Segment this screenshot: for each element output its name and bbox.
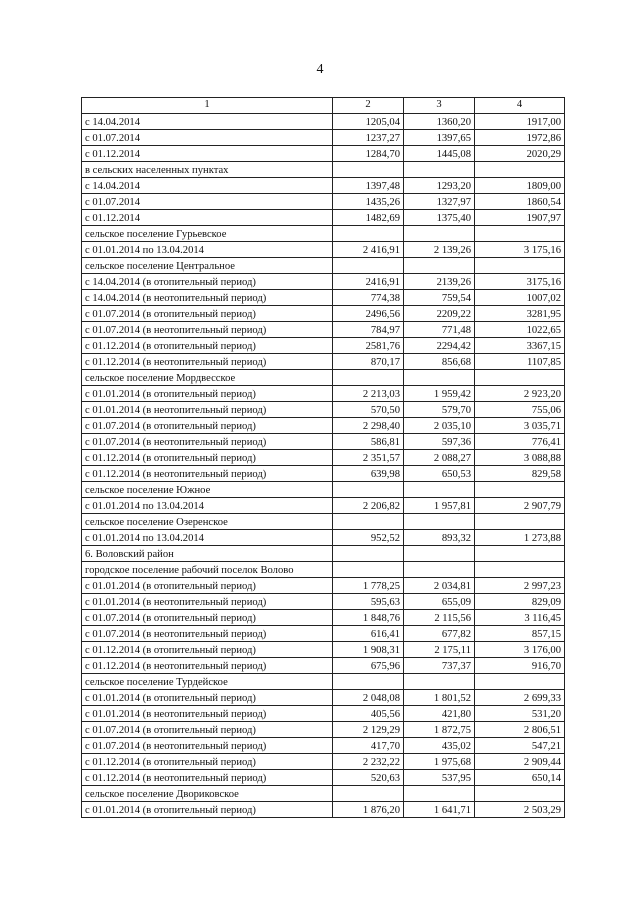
tariff-value-col2: 586,81 bbox=[333, 434, 404, 450]
tariff-value-col4 bbox=[475, 546, 565, 562]
tariff-value-col4: 829,58 bbox=[475, 466, 565, 482]
tariff-value-col2: 2 298,40 bbox=[333, 418, 404, 434]
tariff-value-col4: 3 116,45 bbox=[475, 610, 565, 626]
period-label: с 01.01.2014 (в отопительный период) bbox=[82, 578, 333, 594]
tariff-value-col3: 2 088,27 bbox=[404, 450, 475, 466]
tariff-value-col4 bbox=[475, 786, 565, 802]
tariff-value-col2: 2 129,29 bbox=[333, 722, 404, 738]
table-row bbox=[82, 322, 565, 338]
table-row bbox=[82, 194, 565, 210]
period-label: с 14.04.2014 bbox=[82, 114, 333, 130]
tariff-value-col4: 1972,86 bbox=[475, 130, 565, 146]
tariff-value-col3: 856,68 bbox=[404, 354, 475, 370]
period-label: с 01.01.2014 (в неотопительный период) bbox=[82, 402, 333, 418]
tariff-value-col4: 3 175,16 bbox=[475, 242, 565, 258]
tariff-value-col2: 1237,27 bbox=[333, 130, 404, 146]
section-row bbox=[82, 786, 565, 802]
tariff-value-col2 bbox=[333, 674, 404, 690]
tariff-value-col4: 650,14 bbox=[475, 770, 565, 786]
table-row bbox=[82, 114, 565, 130]
section-label: сельское поселение Мордвесское bbox=[82, 370, 333, 386]
period-label: с 14.04.2014 bbox=[82, 178, 333, 194]
table-row bbox=[82, 130, 565, 146]
tariff-value-col3 bbox=[404, 162, 475, 178]
tariff-value-col2: 870,17 bbox=[333, 354, 404, 370]
column-header: 1 bbox=[82, 98, 333, 114]
section-row bbox=[82, 514, 565, 530]
tariff-value-col4: 2 923,20 bbox=[475, 386, 565, 402]
tariff-value-col4: 857,15 bbox=[475, 626, 565, 642]
tariff-value-col4 bbox=[475, 226, 565, 242]
table-row bbox=[82, 146, 565, 162]
table-row bbox=[82, 706, 565, 722]
tariff-value-col3 bbox=[404, 370, 475, 386]
table-row bbox=[82, 210, 565, 226]
tariff-value-col3 bbox=[404, 562, 475, 578]
section-label: сельское поселение Южное bbox=[82, 482, 333, 498]
tariff-value-col2: 1397,48 bbox=[333, 178, 404, 194]
period-label: с 01.01.2014 (в отопительный период) bbox=[82, 386, 333, 402]
tariff-value-col3: 1 801,52 bbox=[404, 690, 475, 706]
tariff-value-col2 bbox=[333, 514, 404, 530]
tariff-table bbox=[81, 97, 565, 818]
table-row bbox=[82, 338, 565, 354]
tariff-value-col2: 2 351,57 bbox=[333, 450, 404, 466]
tariff-value-col3: 2209,22 bbox=[404, 306, 475, 322]
tariff-value-col3 bbox=[404, 514, 475, 530]
period-label: с 01.01.2014 (в неотопительный период) bbox=[82, 706, 333, 722]
tariff-value-col3: 650,53 bbox=[404, 466, 475, 482]
column-header: 3 bbox=[404, 98, 475, 114]
tariff-value-col4: 1007,02 bbox=[475, 290, 565, 306]
tariff-value-col2: 2 048,08 bbox=[333, 690, 404, 706]
section-row bbox=[82, 562, 565, 578]
tariff-value-col3: 1 872,75 bbox=[404, 722, 475, 738]
tariff-value-col3 bbox=[404, 674, 475, 690]
tariff-value-col2 bbox=[333, 546, 404, 562]
tariff-value-col4: 2 909,44 bbox=[475, 754, 565, 770]
section-row bbox=[82, 162, 565, 178]
period-label: с 01.12.2014 (в неотопительный период) bbox=[82, 466, 333, 482]
tariff-value-col2: 1435,26 bbox=[333, 194, 404, 210]
tariff-value-col3: 1327,97 bbox=[404, 194, 475, 210]
section-label: в сельских населенных пунктах bbox=[82, 162, 333, 178]
tariff-value-col3: 893,32 bbox=[404, 530, 475, 546]
section-row bbox=[82, 546, 565, 562]
tariff-value-col2 bbox=[333, 370, 404, 386]
tariff-value-col3: 2 175,11 bbox=[404, 642, 475, 658]
section-row bbox=[82, 258, 565, 274]
period-label: с 01.07.2014 (в неотопительный период) bbox=[82, 738, 333, 754]
tariff-value-col2: 639,98 bbox=[333, 466, 404, 482]
section-label: сельское поселение Гурьевское bbox=[82, 226, 333, 242]
tariff-value-col4: 755,06 bbox=[475, 402, 565, 418]
period-label: с 01.01.2014 по 13.04.2014 bbox=[82, 242, 333, 258]
tariff-value-col3: 1 975,68 bbox=[404, 754, 475, 770]
table-row bbox=[82, 306, 565, 322]
tariff-value-col3: 655,09 bbox=[404, 594, 475, 610]
period-label: с 01.12.2014 (в отопительный период) bbox=[82, 754, 333, 770]
tariff-value-col4: 531,20 bbox=[475, 706, 565, 722]
tariff-value-col2: 2 416,91 bbox=[333, 242, 404, 258]
period-label: с 14.04.2014 (в отопительный период) bbox=[82, 274, 333, 290]
period-label: с 01.01.2014 (в отопительный период) bbox=[82, 690, 333, 706]
period-label: с 01.12.2014 (в неотопительный период) bbox=[82, 770, 333, 786]
tariff-value-col2 bbox=[333, 226, 404, 242]
tariff-value-col3 bbox=[404, 786, 475, 802]
table-row bbox=[82, 418, 565, 434]
tariff-value-col4: 2 699,33 bbox=[475, 690, 565, 706]
period-label: с 01.12.2014 bbox=[82, 146, 333, 162]
tariff-value-col4: 3 176,00 bbox=[475, 642, 565, 658]
table-row bbox=[82, 386, 565, 402]
tariff-value-col4: 3 088,88 bbox=[475, 450, 565, 466]
period-label: с 01.07.2014 (в отопительный период) bbox=[82, 306, 333, 322]
table-row bbox=[82, 594, 565, 610]
tariff-value-col2: 2416,91 bbox=[333, 274, 404, 290]
table-row bbox=[82, 354, 565, 370]
tariff-value-col3: 2 034,81 bbox=[404, 578, 475, 594]
tariff-value-col2 bbox=[333, 162, 404, 178]
tariff-value-col4 bbox=[475, 514, 565, 530]
table-row bbox=[82, 626, 565, 642]
period-label: с 01.01.2014 (в неотопительный период) bbox=[82, 594, 333, 610]
tariff-value-col3: 677,82 bbox=[404, 626, 475, 642]
table-row bbox=[82, 738, 565, 754]
tariff-value-col2: 1284,70 bbox=[333, 146, 404, 162]
tariff-value-col3: 2139,26 bbox=[404, 274, 475, 290]
tariff-value-col3: 1 957,81 bbox=[404, 498, 475, 514]
tariff-value-col3 bbox=[404, 482, 475, 498]
tariff-value-col4: 1907,97 bbox=[475, 210, 565, 226]
table-body bbox=[82, 98, 565, 818]
tariff-value-col4 bbox=[475, 674, 565, 690]
tariff-value-col4: 916,70 bbox=[475, 658, 565, 674]
table-row bbox=[82, 770, 565, 786]
tariff-value-col4: 2 503,29 bbox=[475, 802, 565, 818]
section-label: сельское поселение Двориковское bbox=[82, 786, 333, 802]
period-label: с 01.12.2014 (в отопительный период) bbox=[82, 642, 333, 658]
table-row bbox=[82, 690, 565, 706]
period-label: с 01.12.2014 bbox=[82, 210, 333, 226]
tariff-value-col3: 1 641,71 bbox=[404, 802, 475, 818]
table-row bbox=[82, 498, 565, 514]
tariff-value-col2 bbox=[333, 786, 404, 802]
section-row bbox=[82, 370, 565, 386]
table-header-row bbox=[82, 98, 565, 114]
tariff-value-col4: 1809,00 bbox=[475, 178, 565, 194]
tariff-value-col4: 829,09 bbox=[475, 594, 565, 610]
table-row bbox=[82, 610, 565, 626]
tariff-value-col4: 2 806,51 bbox=[475, 722, 565, 738]
table-row bbox=[82, 178, 565, 194]
period-label: с 14.04.2014 (в неотопительный период) bbox=[82, 290, 333, 306]
tariff-value-col2 bbox=[333, 258, 404, 274]
tariff-value-col4: 776,41 bbox=[475, 434, 565, 450]
tariff-value-col2: 2496,56 bbox=[333, 306, 404, 322]
tariff-value-col3: 2 115,56 bbox=[404, 610, 475, 626]
tariff-value-col2: 774,38 bbox=[333, 290, 404, 306]
period-label: с 01.07.2014 bbox=[82, 194, 333, 210]
tariff-value-col4 bbox=[475, 258, 565, 274]
period-label: с 01.01.2014 по 13.04.2014 bbox=[82, 498, 333, 514]
tariff-value-col3: 579,70 bbox=[404, 402, 475, 418]
section-label: 6. Воловский район bbox=[82, 546, 333, 562]
section-label: городское поселение рабочий поселок Волово bbox=[82, 562, 333, 578]
tariff-value-col4: 547,21 bbox=[475, 738, 565, 754]
tariff-value-col4: 3281,95 bbox=[475, 306, 565, 322]
tariff-value-col4: 1917,00 bbox=[475, 114, 565, 130]
tariff-value-col2 bbox=[333, 482, 404, 498]
tariff-value-col4: 3 035,71 bbox=[475, 418, 565, 434]
tariff-value-col3 bbox=[404, 546, 475, 562]
table-row bbox=[82, 530, 565, 546]
tariff-value-col2: 1482,69 bbox=[333, 210, 404, 226]
table-row bbox=[82, 466, 565, 482]
tariff-value-col3: 597,36 bbox=[404, 434, 475, 450]
table-row bbox=[82, 402, 565, 418]
tariff-value-col2: 784,97 bbox=[333, 322, 404, 338]
tariff-value-col3: 421,80 bbox=[404, 706, 475, 722]
tariff-value-col4: 3367,15 bbox=[475, 338, 565, 354]
tariff-value-col4: 1 273,88 bbox=[475, 530, 565, 546]
table-row bbox=[82, 722, 565, 738]
tariff-value-col2: 1 778,25 bbox=[333, 578, 404, 594]
tariff-value-col4 bbox=[475, 562, 565, 578]
tariff-value-col3: 537,95 bbox=[404, 770, 475, 786]
tariff-value-col2: 405,56 bbox=[333, 706, 404, 722]
tariff-value-col3: 1397,65 bbox=[404, 130, 475, 146]
table-row bbox=[82, 578, 565, 594]
column-header: 2 bbox=[333, 98, 404, 114]
tariff-value-col4 bbox=[475, 370, 565, 386]
tariff-value-col2: 1205,04 bbox=[333, 114, 404, 130]
period-label: с 01.12.2014 (в неотопительный период) bbox=[82, 354, 333, 370]
tariff-value-col2 bbox=[333, 562, 404, 578]
tariff-value-col3: 435,02 bbox=[404, 738, 475, 754]
tariff-value-col2: 520,63 bbox=[333, 770, 404, 786]
tariff-value-col4: 2 997,23 bbox=[475, 578, 565, 594]
tariff-value-col2: 1 848,76 bbox=[333, 610, 404, 626]
tariff-value-col2: 2 213,03 bbox=[333, 386, 404, 402]
section-row bbox=[82, 482, 565, 498]
tariff-value-col3: 1 959,42 bbox=[404, 386, 475, 402]
tariff-value-col3: 737,37 bbox=[404, 658, 475, 674]
tariff-value-col2: 595,63 bbox=[333, 594, 404, 610]
tariff-value-col4: 1022,65 bbox=[475, 322, 565, 338]
table-row bbox=[82, 242, 565, 258]
tariff-value-col2: 2581,76 bbox=[333, 338, 404, 354]
period-label: с 01.12.2014 (в отопительный период) bbox=[82, 450, 333, 466]
period-label: с 01.07.2014 bbox=[82, 130, 333, 146]
section-row bbox=[82, 674, 565, 690]
table-row bbox=[82, 290, 565, 306]
period-label: с 01.07.2014 (в неотопительный период) bbox=[82, 434, 333, 450]
table-row bbox=[82, 754, 565, 770]
table-row bbox=[82, 642, 565, 658]
table-row bbox=[82, 658, 565, 674]
period-label: с 01.01.2014 по 13.04.2014 bbox=[82, 530, 333, 546]
tariff-value-col2: 675,96 bbox=[333, 658, 404, 674]
period-label: с 01.07.2014 (в неотопительный период) bbox=[82, 322, 333, 338]
tariff-value-col4: 1107,85 bbox=[475, 354, 565, 370]
tariff-value-col3: 2 035,10 bbox=[404, 418, 475, 434]
tariff-value-col2: 616,41 bbox=[333, 626, 404, 642]
table-row bbox=[82, 434, 565, 450]
period-label: с 01.07.2014 (в отопительный период) bbox=[82, 418, 333, 434]
tariff-value-col3: 1360,20 bbox=[404, 114, 475, 130]
table-row bbox=[82, 802, 565, 818]
period-label: с 01.12.2014 (в неотопительный период) bbox=[82, 658, 333, 674]
tariff-value-col2: 952,52 bbox=[333, 530, 404, 546]
tariff-value-col4: 2020,29 bbox=[475, 146, 565, 162]
tariff-value-col4: 2 907,79 bbox=[475, 498, 565, 514]
tariff-value-col3: 1375,40 bbox=[404, 210, 475, 226]
period-label: с 01.01.2014 (в отопительный период) bbox=[82, 802, 333, 818]
tariff-value-col3: 2294,42 bbox=[404, 338, 475, 354]
tariff-value-col2: 1 908,31 bbox=[333, 642, 404, 658]
tariff-value-col4: 3175,16 bbox=[475, 274, 565, 290]
tariff-value-col2: 570,50 bbox=[333, 402, 404, 418]
tariff-value-col3 bbox=[404, 258, 475, 274]
section-label: сельское поселение Озеренское bbox=[82, 514, 333, 530]
tariff-value-col3: 1445,08 bbox=[404, 146, 475, 162]
period-label: с 01.07.2014 (в отопительный период) bbox=[82, 722, 333, 738]
tariff-value-col3: 1293,20 bbox=[404, 178, 475, 194]
section-row bbox=[82, 226, 565, 242]
tariff-value-col4 bbox=[475, 482, 565, 498]
tariff-value-col3: 771,48 bbox=[404, 322, 475, 338]
period-label: с 01.07.2014 (в неотопительный период) bbox=[82, 626, 333, 642]
tariff-value-col4 bbox=[475, 162, 565, 178]
column-header: 4 bbox=[475, 98, 565, 114]
section-label: сельское поселение Турдейское bbox=[82, 674, 333, 690]
period-label: с 01.07.2014 (в отопительный период) bbox=[82, 610, 333, 626]
tariff-value-col2: 2 206,82 bbox=[333, 498, 404, 514]
tariff-value-col3: 2 139,26 bbox=[404, 242, 475, 258]
tariff-value-col2: 417,70 bbox=[333, 738, 404, 754]
section-label: сельское поселение Центральное bbox=[82, 258, 333, 274]
tariff-value-col2: 2 232,22 bbox=[333, 754, 404, 770]
page-number: 4 bbox=[316, 62, 324, 77]
period-label: с 01.12.2014 (в отопительный период) bbox=[82, 338, 333, 354]
table-row bbox=[82, 274, 565, 290]
table-row bbox=[82, 450, 565, 466]
tariff-value-col2: 1 876,20 bbox=[333, 802, 404, 818]
tariff-value-col3 bbox=[404, 226, 475, 242]
tariff-value-col3: 759,54 bbox=[404, 290, 475, 306]
tariff-value-col4: 1860,54 bbox=[475, 194, 565, 210]
